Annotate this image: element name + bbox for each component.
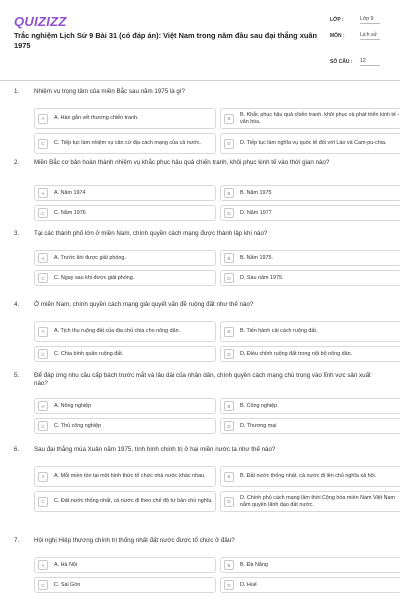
option-letter-badge: C [38,421,48,431]
option-b[interactable] [220,185,400,201]
answer-options [0,250,400,286]
option-c[interactable] [34,270,216,286]
option-d[interactable] [220,491,400,512]
option-letter-badge: B [224,327,234,337]
answer-options [0,466,400,512]
question-text: Nhiệm vụ trọng tâm của miền Bắc sau năm 1975 là gì? [34,88,185,95]
option-text: B. Đà Nẵng [240,561,268,568]
option-text: B. Công nghiệp [240,402,278,409]
worksheet-meta [330,14,390,72]
option-d[interactable] [220,133,400,154]
answer-options [0,185,400,221]
question-number: 6. [14,446,20,453]
option-text: A. Năm 1974 [54,189,86,196]
option-c[interactable] [34,205,216,221]
option-b[interactable] [220,250,400,266]
option-text: D. Huế [240,581,257,588]
question-header [0,446,400,466]
question-header [0,159,400,185]
option-text: D. Tiếp tục làm nghĩa vụ quốc tế đối với Lào và Cam-pu-chia. [240,140,387,146]
question-6 [0,446,400,512]
option-text: C. Thủ công nghiệp [54,422,101,429]
question-number: 2. [14,159,20,166]
answer-options [0,398,400,434]
question-text: Sau đại thắng mùa Xuân năm 1975, tình hình chính trị ở hai miền nước ta như thế nào? [34,446,276,453]
option-b[interactable] [220,108,400,129]
meta-count-label: SỐ CÂU : [330,59,353,65]
answer-options [0,321,400,362]
option-text: D. Điều chỉnh ruộng đất trong nội bộ nông dân. [240,350,353,357]
question-text: Ở miền Nam, chính quyền cách mạng giải quyết vấn đề ruộng đất như thế nào? [34,301,254,308]
option-d[interactable] [220,418,400,434]
meta-subject-value: Lịch sử [360,30,380,40]
option-text: D. Thương mại [240,422,277,429]
option-letter-badge: B [224,472,234,482]
option-letter-badge: D [224,497,234,507]
option-letter-badge: B [224,253,234,263]
option-letter-badge: B [224,401,234,411]
option-text: B. Khắc phục hậu quả chiến tranh, khôi phục và phát triển kinh tế - văn hóa. [240,111,400,125]
option-letter-badge: A [38,472,48,482]
option-letter-badge: A [38,188,48,198]
option-letter-badge: C [38,497,48,507]
option-b[interactable] [220,321,400,342]
option-text: C. Sài Gòn [54,581,81,588]
question-number: 7. [14,537,20,544]
option-text: D. Sau năm 1975. [240,274,284,281]
question-text: Hội nghị Hiệp thương chính trị thống nhất đất nước được tổ chức ở đâu? [34,537,235,544]
option-letter-badge: A [38,401,48,411]
option-a[interactable] [34,398,216,414]
question-header [0,372,400,398]
option-d[interactable] [220,205,400,221]
option-a[interactable] [34,321,216,342]
option-letter-badge: C [38,580,48,590]
option-letter-badge: D [224,139,234,149]
option-letter-badge: A [38,560,48,570]
option-letter-badge: C [38,139,48,149]
option-text: A. Hà Nội [54,561,78,568]
question-5 [0,372,400,434]
question-4 [0,301,400,362]
option-text: B. Năm 1975. [240,254,273,261]
option-text: A. Tịch thu ruộng đất của địa chủ chia cho nông dân. [54,328,181,334]
meta-class-label: LỚP : [330,17,344,23]
option-a[interactable] [34,250,216,266]
question-1 [0,88,400,154]
question-number: 3. [14,230,20,237]
option-d[interactable] [220,270,400,286]
question-text: Miền Bắc cơ bản hoàn thành nhiệm vụ khắc phục hậu quả chiến tranh, khôi phục kinh tế vào thời gian nào? [34,159,330,166]
option-c[interactable] [34,133,216,154]
question-7 [0,537,400,593]
answer-options [0,108,400,154]
meta-count-row [330,56,390,72]
question-number: 4. [14,301,20,308]
question-text: Để đáp ứng nhu cầu cấp bách trước mắt và lâu dài của nhân dân, chính quyền cách mạng chú trọng vào lĩnh vực sản xuất nào? [34,372,371,387]
meta-subject-row [330,30,390,56]
option-text: C. Chia bình quân ruộng đất. [54,350,124,357]
option-text: C. Tiếp tục làm nhiệm vụ căn cứ địa cách mạng của cả nước. [54,140,202,146]
option-text: B. Tiến hành cải cách ruộng đất. [240,328,318,334]
option-c[interactable] [34,491,216,512]
option-text: C. Ngay sau khi được giải phóng. [54,274,135,281]
option-text: A. Nông nghiệp [54,402,92,409]
option-letter-badge: C [38,349,48,359]
option-text: B. Đất nước thống nhất, cả nước đi lên chủ nghĩa xã hội. [240,473,377,479]
option-letter-badge: D [224,349,234,359]
option-letter-badge: C [38,208,48,218]
option-letter-badge: C [38,273,48,283]
option-text: C. Đất nước thống nhất, cả nước đi theo chế độ tư bản chủ nghĩa. [54,498,213,504]
meta-count-value: 12 [360,56,380,66]
option-a[interactable] [34,466,216,487]
option-a[interactable] [34,108,216,129]
option-b[interactable] [220,398,400,414]
option-c[interactable] [34,577,216,593]
meta-subject-label: MÔN : [330,33,345,39]
option-letter-badge: A [38,327,48,337]
option-b[interactable] [220,466,400,487]
option-letter-badge: B [224,114,234,124]
header-divider [0,80,400,81]
option-b[interactable] [220,557,400,573]
option-letter-badge: D [224,421,234,431]
quizizz-logo: QUIZIZZ [14,14,67,29]
option-text: D. Năm 1977 [240,209,272,216]
question-text: Tại các thành phố lớn ở miền Nam, chính quyền cách mạng được thành lập khi nào? [34,230,268,237]
option-d[interactable] [220,346,400,362]
option-text: D. Chính phủ cách mạng lâm thời Cộng hòa miền Nam Việt Nam nắm quyền lãnh đạo đất nước. [240,494,396,508]
option-letter-badge: B [224,188,234,198]
option-c[interactable] [34,418,216,434]
option-d[interactable] [220,577,400,593]
option-letter-badge: A [38,114,48,124]
option-text: A. Mỗi miền tồn tại một hình thức tổ chức nhà nước khác nhau. [54,473,206,479]
option-letter-badge: B [224,560,234,570]
option-text: C. Năm 1976 [54,209,86,216]
question-number: 1. [14,88,20,95]
worksheet-title: Trắc nghiệm Lịch Sử 9 Bài 31 (có đáp án): Việt Nam trong năm đầu sau đại thắng xuân 1975 [14,31,317,50]
option-text: B. Năm 1975 [240,189,272,196]
question-number: 5. [14,372,20,379]
question-header [0,88,400,108]
question-2 [0,159,400,221]
question-header [0,301,400,321]
option-c[interactable] [34,346,216,362]
worksheet-header [0,0,400,68]
option-letter-badge: A [38,253,48,263]
question-header [0,230,400,250]
meta-class-row [330,14,390,30]
question-3 [0,230,400,286]
option-text: A. Hàn gắn vết thương chiến tranh. [54,115,139,121]
meta-class-value: Lớp 9 [360,14,380,24]
answer-options [0,557,400,593]
question-header [0,537,400,557]
option-text: A. Trước khi được giải phóng. [54,254,126,261]
option-a[interactable] [34,557,216,573]
option-letter-badge: D [224,580,234,590]
option-letter-badge: D [224,273,234,283]
option-a[interactable] [34,185,216,201]
option-letter-badge: D [224,208,234,218]
